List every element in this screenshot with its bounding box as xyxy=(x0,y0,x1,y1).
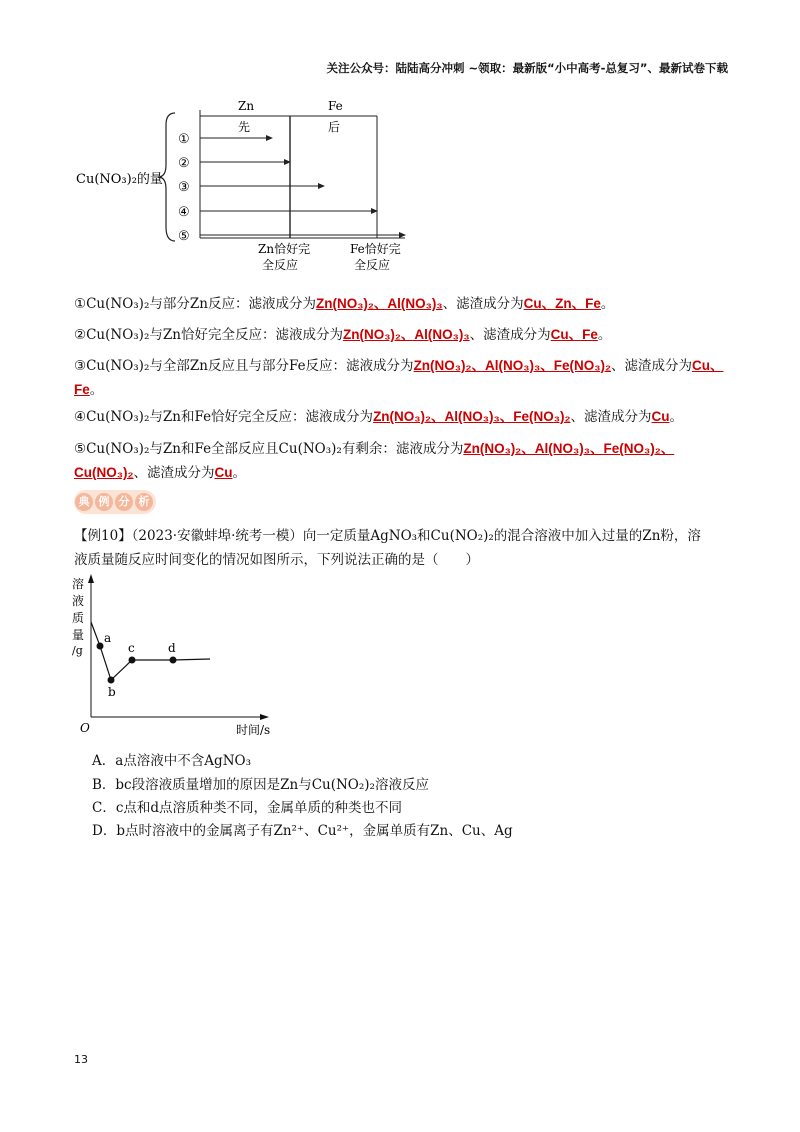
row-arrowhead-1 xyxy=(266,135,273,141)
point-d-label: d xyxy=(168,641,176,655)
page-header: 关注公众号：陆陆高分冲刺 ~领取：最新版“小中高考-总复习”、最新试卷下载 xyxy=(326,61,728,75)
item-4-answer-filtrate: Zn(NO₃)₂、Al(NO₃)₃、Fe(NO₃)₂ xyxy=(373,409,571,424)
zn-end-label-1: Zn恰好完 xyxy=(258,242,311,256)
point-a xyxy=(97,643,104,650)
option-d[interactable]: D．b点时溶液中的金属离子有Zn²⁺、Cu²⁺，金属单质有Zn、Cu、Ag xyxy=(92,823,513,839)
point-b-label: b xyxy=(108,685,116,699)
point-b xyxy=(108,677,115,684)
item-2-answer-residue: Cu、Fe xyxy=(550,327,598,342)
graph-ylabel-1: 溶 xyxy=(72,577,85,591)
item-4-answer-residue: Cu xyxy=(651,409,670,424)
graph-x-arrow xyxy=(260,714,269,720)
zn-label: Zn xyxy=(238,99,255,113)
item-5-end: 。 xyxy=(232,465,246,481)
item-4 xyxy=(74,405,683,425)
row-label-4: ④ xyxy=(178,205,190,220)
item-2-text: ②Cu(NO₃)₂与Zn恰好完全反应：滤液成分为 xyxy=(74,327,343,343)
graph-xlabel: 时间/s xyxy=(236,723,271,737)
row-label-5: ⑤ xyxy=(178,229,190,244)
reaction-order-diagram xyxy=(70,95,420,275)
zn-end-label-2: 全反应 xyxy=(262,258,299,272)
item-5-answer-filtrate: Zn(NO₃)₂、Al(NO₃)₃、Fe(NO₃)₂、Cu(NO₃)₂ xyxy=(74,441,675,480)
brace xyxy=(158,113,175,241)
graph-origin: O xyxy=(80,721,90,735)
diagram-rows xyxy=(178,132,406,244)
page-number: 13 xyxy=(74,1053,88,1066)
after-label: 后 xyxy=(328,120,341,134)
row-label-1: ① xyxy=(178,132,190,147)
badge-char-1: 典 xyxy=(75,493,93,511)
badge-char-3: 分 xyxy=(115,493,133,511)
item-1-answer-residue: Cu、Zn、Fe xyxy=(523,296,601,311)
item-1 xyxy=(74,292,614,312)
graph-ylabel-4: 量 xyxy=(72,628,85,642)
item-1-answer-filtrate: Zn(NO₃)₂、Al(NO₃)₃ xyxy=(315,296,443,311)
item-5 xyxy=(74,437,734,485)
item-4-end: 。 xyxy=(669,409,683,425)
item-1-mid: 、滤渣成分为 xyxy=(442,296,524,312)
question-line-2: 液质量随反应时间变化的情况如图所示，下列说法正确的是（ ） xyxy=(74,552,479,568)
example-badge xyxy=(74,490,156,514)
badge-char-2: 例 xyxy=(95,493,113,511)
item-1-text: ①Cu(NO₃)₂与部分Zn反应：滤液成分为 xyxy=(74,296,316,312)
graph-ylabel-5: /g xyxy=(72,644,83,657)
fe-end-label-2: 全反应 xyxy=(354,258,391,272)
point-c-label: c xyxy=(128,641,135,655)
item-2-end: 。 xyxy=(597,327,612,343)
item-2-mid: 、滤渣成分为 xyxy=(469,327,551,343)
solution-mass-graph xyxy=(68,572,298,742)
item-3-text: ③Cu(NO₃)₂与全部Zn反应且与部分Fe反应：滤液成分为 xyxy=(74,358,414,374)
row-arrowhead-5 xyxy=(399,232,406,238)
graph-ylabel-3: 质 xyxy=(72,611,85,625)
item-5-mid: 、滤渣成分为 xyxy=(133,465,215,481)
option-b[interactable]: B．bc段溶液质量增加的原因是Zn与Cu(NO₂)₂溶液反应 xyxy=(92,777,429,793)
fe-label: Fe xyxy=(328,99,343,113)
item-2-answer-filtrate: Zn(NO₃)₂、Al(NO₃)₃ xyxy=(342,327,470,342)
graph-y-arrow xyxy=(88,574,94,583)
point-a-label: a xyxy=(104,631,112,645)
row-label-2: ② xyxy=(178,156,190,171)
option-c[interactable]: C．c点和d点溶质种类不同，金属单质的种类也不同 xyxy=(92,800,403,816)
item-1-end: 。 xyxy=(600,296,615,312)
fe-end-label-1: Fe恰好完 xyxy=(350,242,401,256)
item-4-text: ④Cu(NO₃)₂与Zn和Fe恰好完全反应：滤液成分为 xyxy=(74,409,374,425)
point-c xyxy=(129,657,136,664)
row-arrowhead-3 xyxy=(318,183,325,189)
question-line-1: 【例10】（2023·安徽蚌埠·统考一模）向一定质量AgNO₃和Cu(NO₂)₂的混合溶液中加入过量的Zn粉，溶 xyxy=(74,528,701,544)
point-d xyxy=(170,657,177,664)
first-label: 先 xyxy=(238,120,251,134)
item-5-answer-residue: Cu xyxy=(214,465,233,480)
item-3-answer-residue: Cu、Fe xyxy=(74,358,724,397)
item-5-text: ⑤Cu(NO₃)₂与Zn和Fe全部反应且Cu(NO₃)₂有剩余：滤液成分为 xyxy=(74,441,464,457)
graph-ylabel-2: 液 xyxy=(72,594,85,608)
item-3-end: 。 xyxy=(89,382,104,398)
item-3-answer-filtrate: Zn(NO₃)₂、Al(NO₃)₃、Fe(NO₃)₂ xyxy=(413,358,611,373)
item-4-mid: 、滤渣成分为 xyxy=(570,409,652,425)
badge-char-4: 析 xyxy=(135,493,153,511)
diagram-ylabel: Cu(NO₃)₂的量 xyxy=(76,172,163,187)
row-label-3: ③ xyxy=(178,180,190,195)
option-a[interactable]: A．a点溶液中不含AgNO₃ xyxy=(92,753,251,769)
item-2 xyxy=(74,323,611,343)
item-3-mid: 、滤渣成分为 xyxy=(611,358,692,374)
item-3 xyxy=(74,354,734,402)
